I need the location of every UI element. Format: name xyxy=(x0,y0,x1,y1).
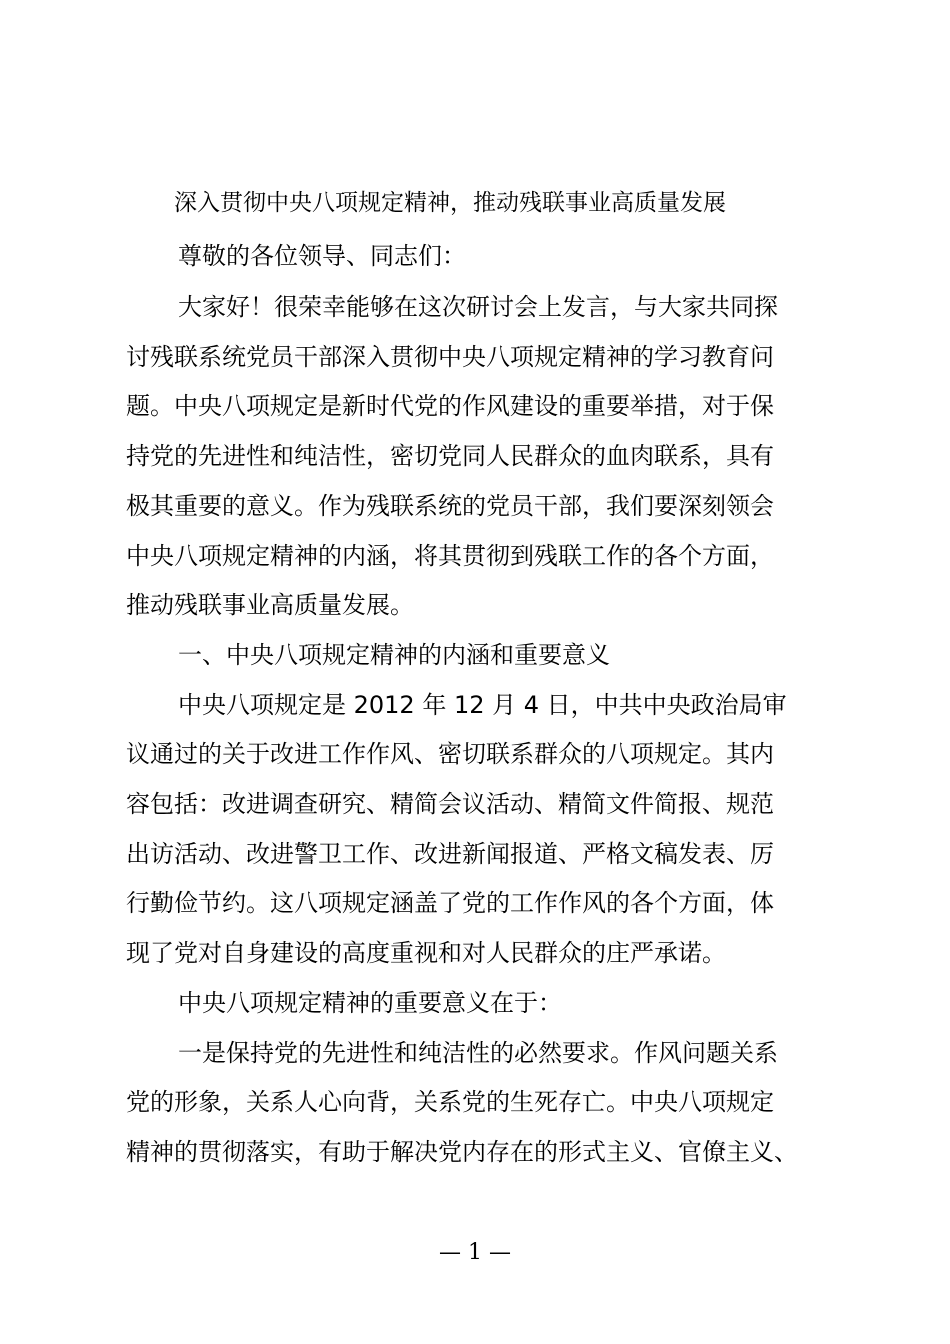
paragraph-line: 出访活动、改进警卫工作、改进新闻报道、严格文稿发表、厉 xyxy=(126,839,774,868)
body-paragraph xyxy=(126,681,838,979)
paragraph-line: 议通过的关于改进工作作风、密切联系群众的八项规定。其内 xyxy=(126,740,774,769)
paragraph-line: 持党的先进性和纯洁性，密切党同人民群众的血肉联系，具有 xyxy=(126,442,774,471)
paragraph-line: 党的形象，关系人心向背，关系党的生死存亡。中央八项规定 xyxy=(126,1088,774,1117)
paragraph-line: 一是保持党的先进性和纯洁性的必然要求。作风问题关系 xyxy=(178,1038,778,1067)
paragraph-line: 现了党对自身建设的高度重视和对人民群众的庄严承诺。 xyxy=(126,939,726,968)
paragraph-line: 极其重要的意义。作为残联系统的党员干部，我们要深刻领会 xyxy=(126,491,774,520)
paragraph-line: 行勤俭节约。这八项规定涵盖了党的工作作风的各个方面，体 xyxy=(126,889,774,918)
paragraph-line: 精神的贯彻落实，有助于解决党内存在的形式主义、官僚主义、 xyxy=(126,1137,798,1166)
document-title: 深入贯彻中央八项规定精神，推动残联事业高质量发展 xyxy=(174,190,726,216)
paragraph-line: 讨残联系统党员干部深入贯彻中央八项规定精神的学习教育问 xyxy=(126,342,774,371)
paragraph-line: 中央八项规定是 2012 年 12 月 4 日，中共中央政治局审 xyxy=(178,690,787,719)
paragraph-line: 中央八项规定精神的重要意义在于： xyxy=(178,988,562,1017)
document-body xyxy=(126,283,838,1178)
body-paragraph xyxy=(126,283,838,631)
paragraph-line: 推动残联事业高质量发展。 xyxy=(126,591,414,620)
body-paragraph xyxy=(126,1029,838,1178)
paragraph-line: 题。中央八项规定是新时代党的作风建设的重要举措，对于保 xyxy=(126,392,774,421)
page-number: — 1 — xyxy=(439,1240,511,1265)
paragraph-line: 一、中央八项规定精神的内涵和重要意义 xyxy=(178,640,610,669)
paragraph-line: 大家好！很荣幸能够在这次研讨会上发言，与大家共同探 xyxy=(178,293,778,321)
paragraph-line: 中央八项规定精神的内涵，将其贯彻到残联工作的各个方面， xyxy=(126,541,774,570)
body-paragraph xyxy=(126,979,838,1029)
salutation: 尊敬的各位领导、同志们： xyxy=(178,242,466,270)
body-paragraph xyxy=(126,631,838,681)
paragraph-line: 容包括：改进调查研究、精简会议活动、精简文件简报、规范 xyxy=(126,790,774,819)
